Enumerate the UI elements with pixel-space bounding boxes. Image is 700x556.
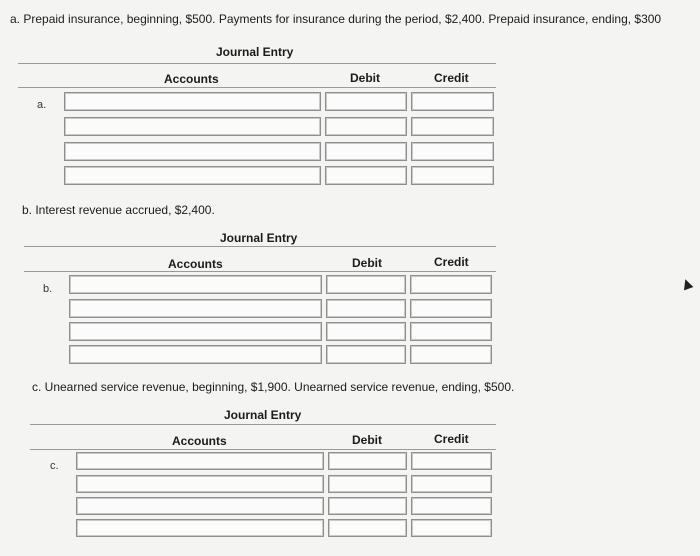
header-accounts-a: Accounts — [164, 72, 219, 86]
account-input-a3[interactable] — [64, 142, 321, 161]
separator-a2 — [18, 87, 496, 88]
account-input-c4[interactable] — [76, 519, 324, 537]
credit-input-a4[interactable] — [411, 166, 494, 185]
credit-input-c1[interactable] — [411, 452, 492, 470]
credit-input-c4[interactable] — [411, 519, 492, 537]
account-input-a1[interactable] — [64, 92, 321, 111]
credit-input-b1[interactable] — [410, 275, 492, 294]
credit-input-b2[interactable] — [410, 299, 492, 318]
prompt-b: b. Interest revenue accrued, $2,400. — [22, 203, 215, 217]
account-input-b3[interactable] — [69, 322, 322, 341]
header-debit-a: Debit — [350, 71, 380, 85]
header-debit-c: Debit — [352, 433, 382, 447]
account-input-c3[interactable] — [76, 497, 324, 515]
debit-input-c1[interactable] — [328, 452, 407, 470]
debit-input-c4[interactable] — [328, 519, 407, 537]
row-label-a: a. — [37, 99, 47, 111]
separator-b — [24, 246, 496, 247]
account-input-a2[interactable] — [64, 117, 321, 136]
separator-b2 — [24, 271, 496, 272]
prompt-c: c. Unearned service revenue, beginning, $1,900. Unearned service revenue, ending, $500. — [32, 380, 515, 394]
credit-input-c2[interactable] — [411, 475, 492, 493]
debit-input-b3[interactable] — [326, 322, 406, 341]
mouse-pointer-icon — [681, 278, 694, 291]
row-label-b: b. — [43, 283, 53, 295]
credit-input-a1[interactable] — [411, 92, 494, 111]
debit-input-b2[interactable] — [326, 299, 406, 318]
prompt-a: a. Prepaid insurance, beginning, $500. Payments for insurance during the period, $2,400. Prepaid insurance, ending, $300 — [10, 12, 662, 26]
debit-input-c2[interactable] — [328, 475, 407, 493]
debit-input-b1[interactable] — [326, 275, 406, 294]
account-input-b4[interactable] — [69, 345, 322, 364]
header-credit-a: Credit — [434, 71, 469, 85]
credit-input-a3[interactable] — [411, 142, 494, 161]
debit-input-a2[interactable] — [325, 117, 407, 136]
journal-title-a: Journal Entry — [216, 45, 294, 59]
row-label-c: c. — [50, 460, 59, 472]
account-input-c1[interactable] — [76, 452, 324, 470]
journal-title-b: Journal Entry — [220, 231, 298, 245]
journal-title-c: Journal Entry — [224, 408, 302, 422]
separator-c2 — [30, 449, 496, 450]
credit-input-c3[interactable] — [411, 497, 492, 515]
account-input-b2[interactable] — [69, 299, 322, 318]
header-accounts-b: Accounts — [168, 257, 223, 271]
account-input-a4[interactable] — [64, 166, 321, 185]
header-credit-b: Credit — [434, 255, 469, 269]
debit-input-a3[interactable] — [325, 142, 407, 161]
credit-input-a2[interactable] — [411, 117, 494, 136]
credit-input-b4[interactable] — [410, 345, 492, 364]
debit-input-c3[interactable] — [328, 497, 407, 515]
account-input-b1[interactable] — [69, 275, 322, 294]
header-credit-c: Credit — [434, 432, 469, 446]
debit-input-a1[interactable] — [325, 92, 407, 111]
separator-a — [18, 63, 496, 64]
header-debit-b: Debit — [352, 256, 382, 270]
debit-input-a4[interactable] — [325, 166, 407, 185]
credit-input-b3[interactable] — [410, 322, 492, 341]
account-input-c2[interactable] — [76, 475, 324, 493]
separator-c — [30, 424, 496, 425]
header-accounts-c: Accounts — [172, 434, 227, 448]
debit-input-b4[interactable] — [326, 345, 406, 364]
